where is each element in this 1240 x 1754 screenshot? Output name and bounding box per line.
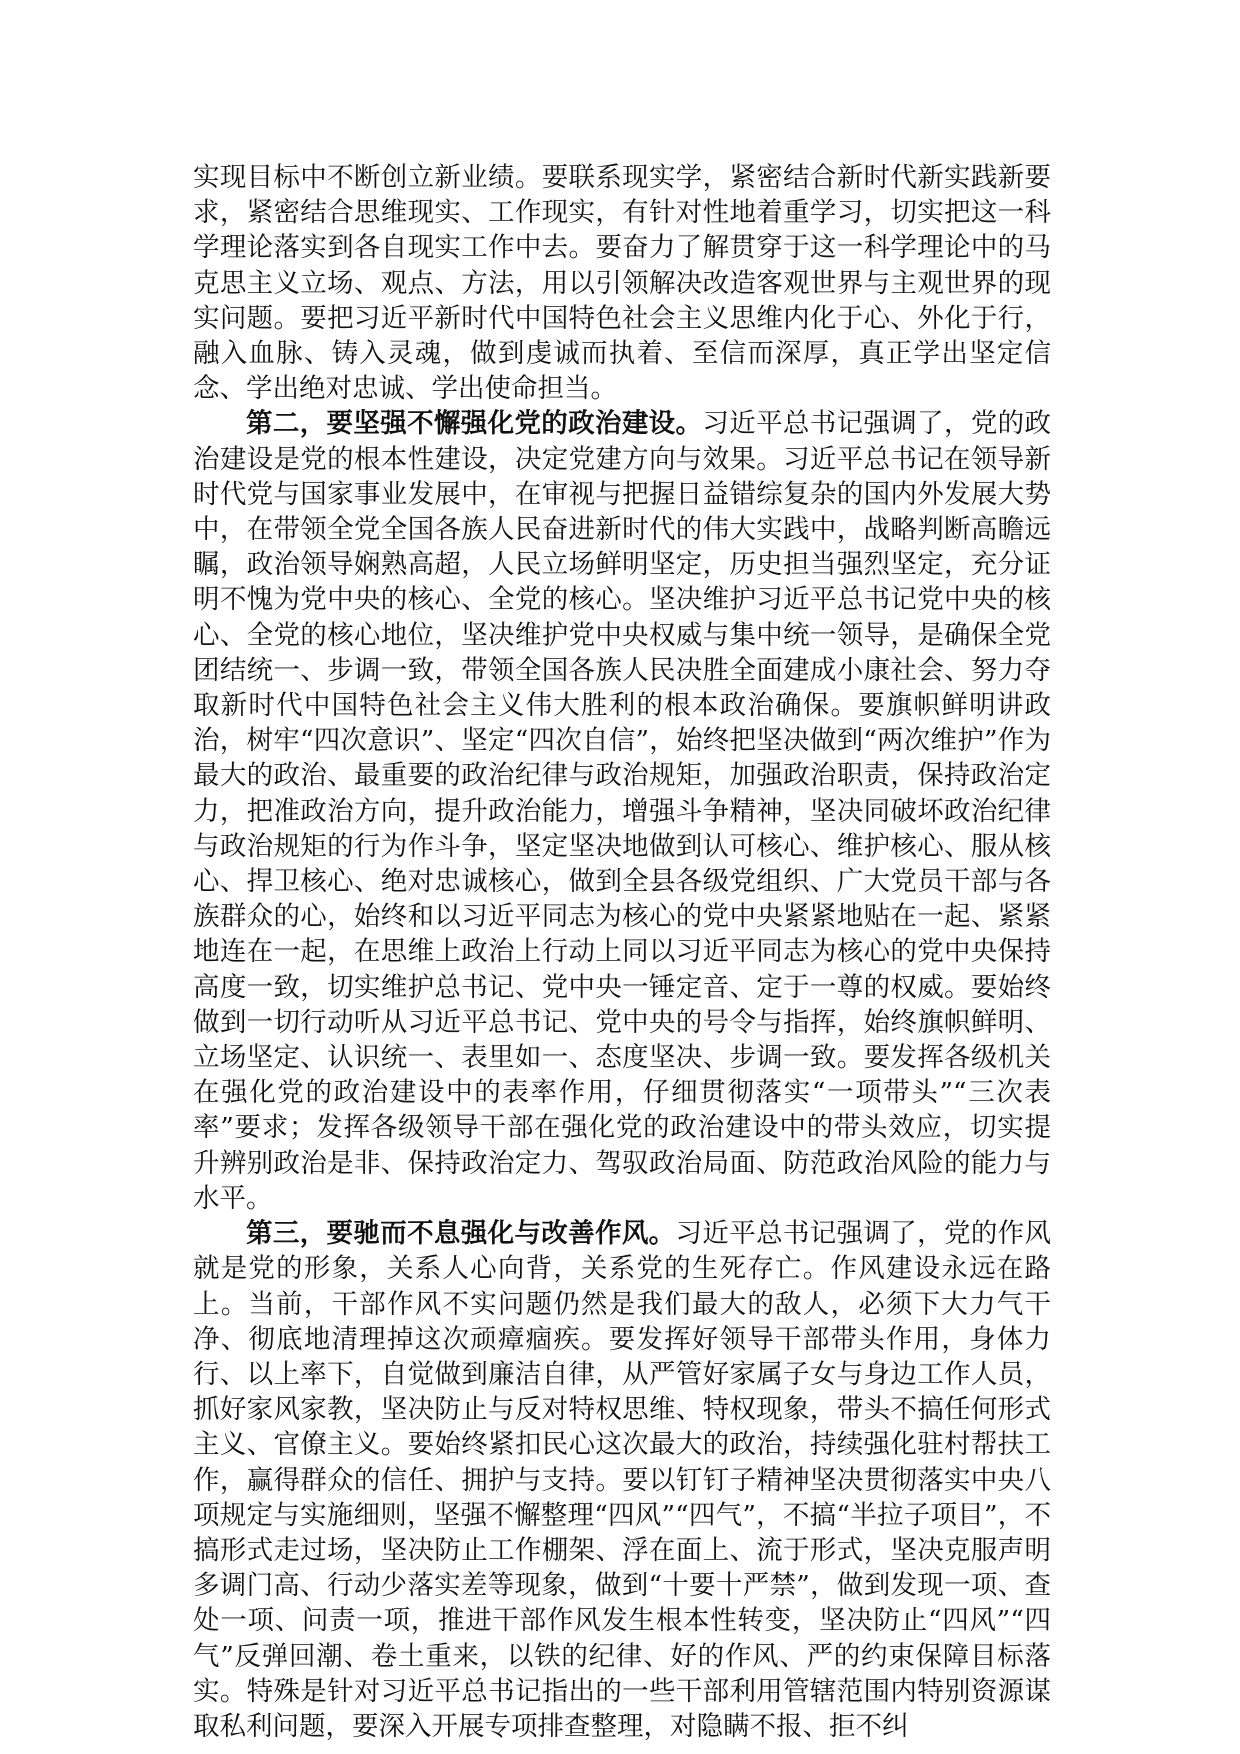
paragraph-3-lead: 第三，要驰而不息强化与改善作风。 — [246, 1218, 676, 1250]
paragraph-1-text: 实现目标中不断创立新业绩。要联系现实学，紧密结合新时代新实践新要求，紧密结合思维现实、工作现实，有针对性地着重学习，切实把这一科学理论落实到各自现实工作中去。要奋力了解贯穿于这一科学理论中的马克思主义立场、观点、方法，用以引领解决改造客观世界与主观世界的现实问题。要把习近平新时代中国特色社会主义思维内化于心、外化于行，融入血脉、铸入灵魂，做到虔诚而执着、至信而深厚，真正学出坚定信念、学出绝对忠诚、学出使命担当。 — [193, 162, 1051, 405]
paragraph-2 — [193, 406, 1051, 1216]
paragraph-1 — [193, 160, 1051, 406]
paragraph-3-text: 习近平总书记强调了，党的作风就是党的形象，关系人心向背，关系党的生死存亡。作风建设永远在路上。当前，干部作风不实问题仍然是我们最大的敌人，必须下大力气干净、彻底地清理掉这次顽瘴痼疾。要发挥好领导干部带头作用，身体力行、以上率下，自觉做到廉洁自律，从严管好家属子女与身边工作人员，抓好家风家教，坚决防止与反对特权思维、特权现象，带头不搞任何形式主义、官僚主义。要始终紧扣民心这次最大的政治，持续强化驻村帮扶工作，赢得群众的信任、拥护与支持。要以钉钉子精神坚决贯彻落实中央八项规定与实施细则，坚强不懈整理“四风”“四气”，不搞“半拉子项目”，不搞形式走过场，坚决防止工作棚架、浮在面上、流于形式，坚决克服声明多调门高、行动少落实差等现象，做到“十要十严禁”，做到发现一项、查处一项、问责一项，推进干部作风发生根本性转变，坚决防止“四风”“四气”反弹回潮、卷土重来，以铁的纪律、好的作风、严的约束保障目标落实。特殊是针对习近平总书记指出的一些干部利用管辖范围内特别资源谋取私利问题，要深入开展专项排查整理，对隐瞒不报、拒不纠 — [193, 1218, 1052, 1742]
document-body — [193, 160, 1051, 1744]
paragraph-3 — [193, 1216, 1051, 1744]
paragraph-2-lead: 第二，要坚强不懈强化党的政治建设。 — [246, 408, 703, 440]
paragraph-2-text: 习近平总书记强调了，党的政治建设是党的根本性建设，决定党建方向与效果。习近平总书记在领导新时代党与国家事业发展中，在审视与把握日益错综复杂的国内外发展大势中，在带领全党全国各族人民奋进新时代的伟大实践中，战略判断高瞻远瞩，政治领导娴熟高超，人民立场鲜明坚定，历史担当强烈坚定，充分证明不愧为党中央的核心、全党的核心。坚决维护习近平总书记党中央的核心、全党的核心地位，坚决维护党中央权威与集中统一领导，是确保全党团结统一、步调一致，带领全国各族人民决胜全面建成小康社会、努力夺取新时代中国特色社会主义伟大胜利的根本政治确保。要旗帜鲜明讲政治，树牢“四次意识”、坚定“四次自信”，始终把坚决做到“两次维护”作为最大的政治、最重要的政治纪律与政治规矩，加强政治职责，保持政治定力，把准政治方向，提升政治能力，增强斗争精神，坚决同破坏政治纪律与政治规矩的行为作斗争，坚定坚决地做到认可核心、维护核心、服从核心、捍卫核心、绝对忠诚核心，做到全县各级党组织、广大党员干部与各族群众的心，始终和以习近平同志为核心的党中央紧紧地贴在一起、紧紧地连在一起，在思维上政治上行动上同以习近平同志为核心的党中央保持高度一致，切实维护总书记、党中央一锤定音、定于一尊的权威。要始终做到一切行动听从习近平总书记、党中央的号令与指挥，始终旗帜鲜明、立场坚定、认识统一、表里如一、态度坚决、步调一致。要发挥各级机关在强化党的政治建设中的表率作用，仔细贯彻落实“一项带头”“三次表率”要求；发挥各级领导干部在强化党的政治建设中的带头效应，切实提升辨别政治是非、保持政治定力、驾驭政治局面、防范政治风险的能力与水平。 — [193, 408, 1052, 1214]
